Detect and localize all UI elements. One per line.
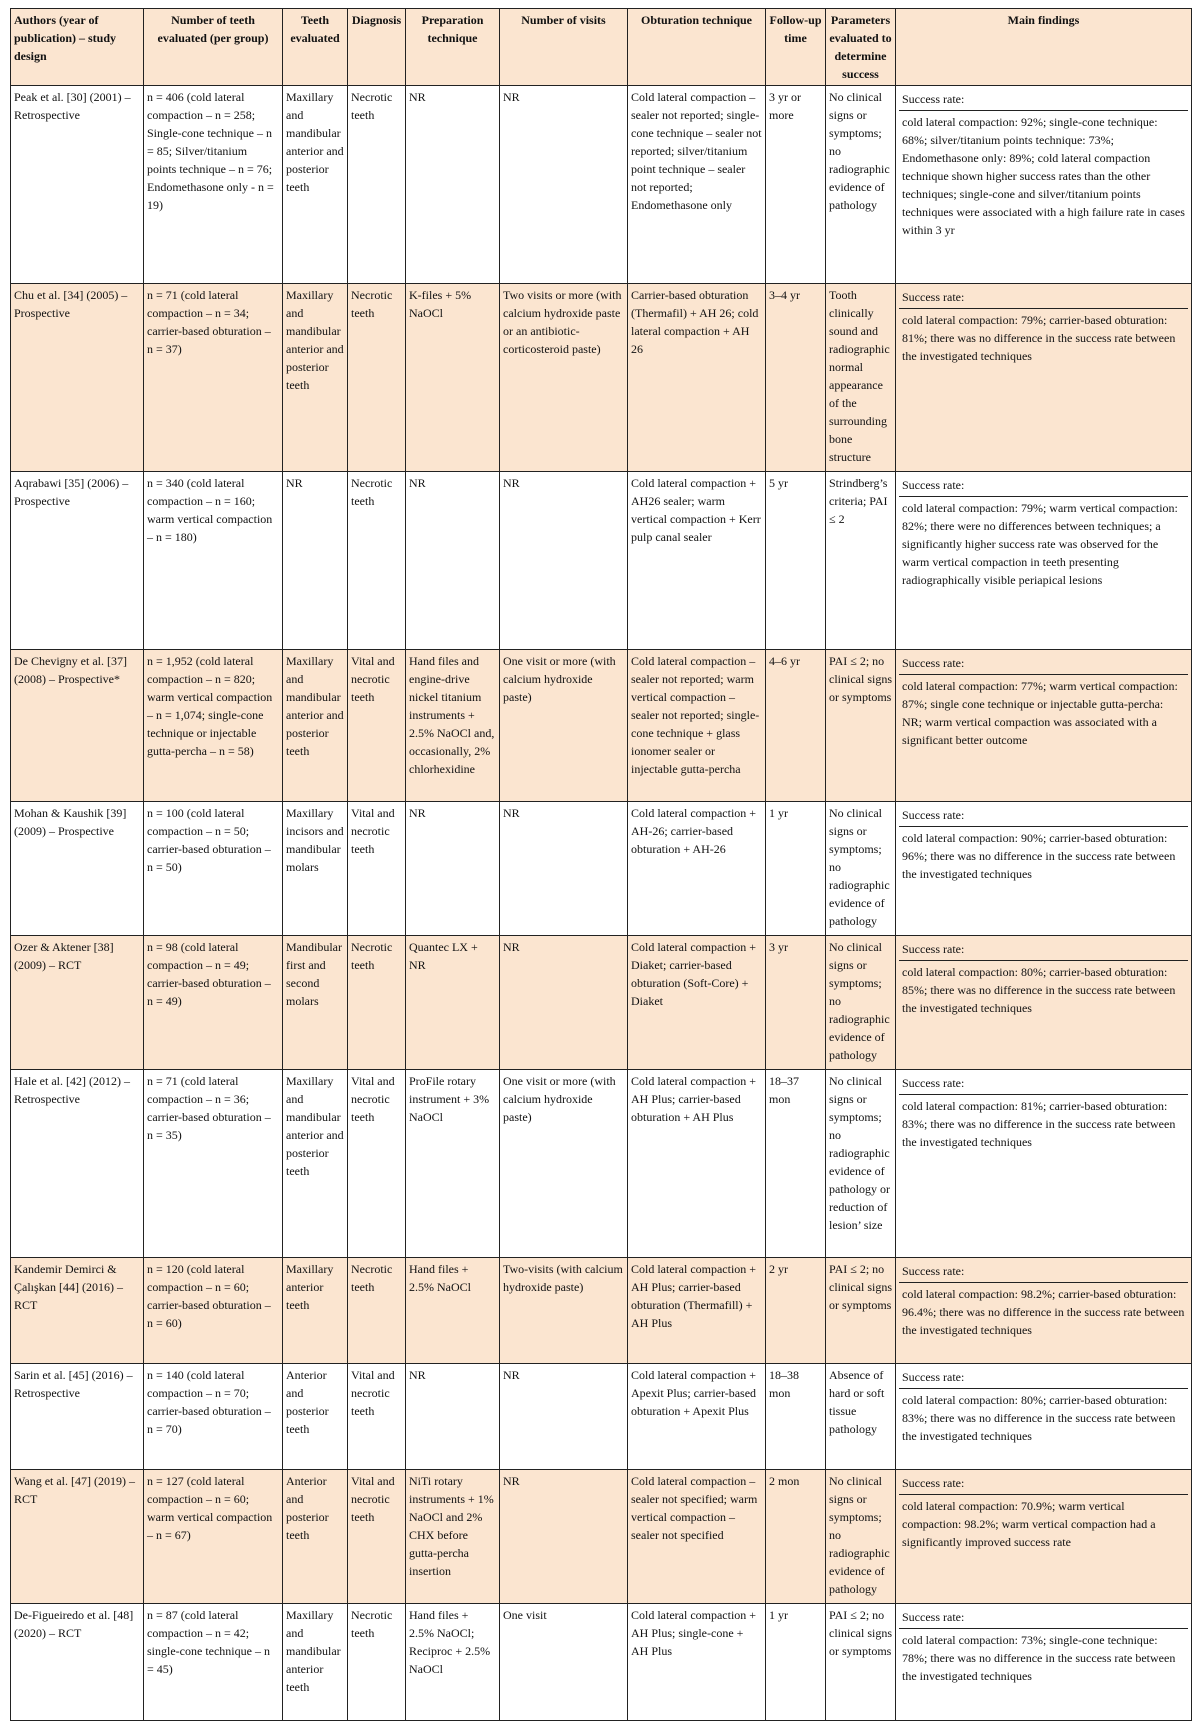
visits-cell: Two visits or more (with calcium hydroxide paste or an antibiotic-corticosteroid paste) [500,284,628,472]
authors-cell: Mohan & Kaushik [39] (2009) – Prospective [11,802,144,936]
findings-cell [896,472,1192,650]
findings-label: Success rate: [899,1606,1188,1629]
findings-cell [896,1070,1192,1258]
visits-cell: One visit or more (with calcium hydroxide paste) [500,1070,628,1258]
diagnosis-cell: Vital and necrotic teeth [348,650,406,802]
authors-cell: De Chevigny et al. [37] (2008) – Prospective* [11,650,144,802]
followup-cell: 4–6 yr [766,650,826,802]
visits-cell: One visit [500,1604,628,1721]
col-header-number-of-teeth: Number of teeth evaluated (per group) [144,9,283,86]
findings-label: Success rate: [899,804,1188,827]
col-header-parameters: Parameters evaluated to determine success [826,9,896,86]
findings-text: cold lateral compaction: 77%; warm vertical compaction: 87%; single cone technique or injectable gutta-percha: NR; warm vertical compaction was associated with a significant better outcome [902,679,1178,747]
findings-text: cold lateral compaction: 70.9%; warm vertical compaction: 98.2%; warm vertical compaction had a significantly improved success rate [902,1499,1156,1549]
followup-cell: 5 yr [766,472,826,650]
obturation-cell: Cold lateral compaction + AH Plus; carrier-based obturation + AH Plus [628,1070,766,1258]
findings-cell [896,1364,1192,1470]
prep-cell: NR [406,1364,500,1470]
followup-cell: 2 mon [766,1470,826,1604]
obturation-cell: Cold lateral compaction – sealer not specified; warm vertical compaction – sealer not specified [628,1470,766,1604]
prep-cell: K-files + 5% NaOCl [406,284,500,472]
params-cell: No clinical signs or symptoms; no radiographic evidence of pathology or reduction of lesion’ size [826,1070,896,1258]
visits-cell: NR [500,1364,628,1470]
followup-cell: 18–37 mon [766,1070,826,1258]
findings-label: Success rate: [899,1472,1188,1495]
table-row [11,472,1192,650]
table-row [11,1070,1192,1258]
n-cell: n = 71 (cold lateral compaction – n = 34; carrier-based obturation – n = 37) [144,284,283,472]
authors-cell: De-Figueiredo et al. [48] (2020) – RCT [11,1604,144,1721]
findings-cell [896,284,1192,472]
authors-cell: Sarin et al. [45] (2016) – Retrospective [11,1364,144,1470]
diagnosis-cell: Vital and necrotic teeth [348,1070,406,1258]
diagnosis-cell: Vital and necrotic teeth [348,1470,406,1604]
teeth-cell: Anterior and posterior teeth [283,1470,348,1604]
visits-cell: NR [500,472,628,650]
visits-cell: NR [500,86,628,284]
findings-cell [896,650,1192,802]
teeth-cell: Maxillary and mandibular anterior and posterior teeth [283,86,348,284]
visits-cell: Two-visits (with calcium hydroxide paste) [500,1258,628,1364]
findings-text: cold lateral compaction: 81%; carrier-based obturation: 83%; there was no difference in the success rate between the investigated techniques [902,1099,1176,1149]
findings-label: Success rate: [899,1072,1188,1095]
visits-cell: One visit or more (with calcium hydroxide paste) [500,650,628,802]
results-table [10,8,1192,1721]
visits-cell: NR [500,936,628,1070]
table-row [11,1364,1192,1470]
obturation-cell: Cold lateral compaction + AH Plus; single-cone + AH Plus [628,1604,766,1721]
authors-cell: Aqrabawi [35] (2006) – Prospective [11,472,144,650]
prep-cell: Hand files + 2.5% NaOCl; Reciproc + 2.5% NaOCl [406,1604,500,1721]
table-body [11,86,1192,1721]
obturation-cell: Cold lateral compaction + AH-26; carrier-based obturation + AH-26 [628,802,766,936]
obturation-cell: Cold lateral compaction + Apexit Plus; carrier-based obturation + Apexit Plus [628,1364,766,1470]
params-cell: Tooth clinically sound and radiographic normal appearance of the surrounding bone structure [826,284,896,472]
diagnosis-cell: Vital and necrotic teeth [348,1364,406,1470]
followup-cell: 3–4 yr [766,284,826,472]
n-cell: n = 100 (cold lateral compaction – n = 50; carrier-based obturation – n = 50) [144,802,283,936]
authors-cell: Wang et al. [47] (2019) – RCT [11,1470,144,1604]
table-row [11,936,1192,1070]
teeth-cell: NR [283,472,348,650]
teeth-cell: Anterior and posterior teeth [283,1364,348,1470]
table-row [11,650,1192,802]
table-row [11,284,1192,472]
followup-cell: 1 yr [766,1604,826,1721]
findings-text: cold lateral compaction: 92%; single-cone technique: 68%; silver/titanium points technique: 73%; Endomethasone only: 89%; cold lateral compaction technique shown higher success rates than the other techniques; single-cone and silver/titanium points techniques were associated with a high failure rate in cases within 3 yr [902,115,1185,237]
col-header-followup: Follow-up time [766,9,826,86]
params-cell: PAI ≤ 2; no clinical signs or symptoms [826,650,896,802]
n-cell: n = 98 (cold lateral compaction – n = 49; carrier-based obturation – n = 49) [144,936,283,1070]
n-cell: n = 406 (cold lateral compaction – n = 258; Single-cone technique – n = 85; Silver/titanium points technique – n = 76; Endomethasone only - n = 19) [144,86,283,284]
findings-text: cold lateral compaction: 90%; carrier-based obturation: 96%; there was no difference in the success rate between the investigated techniques [902,831,1176,881]
followup-cell: 1 yr [766,802,826,936]
prep-cell: NiTi rotary instruments + 1% NaOCl and 2% CHX before gutta-percha insertion [406,1470,500,1604]
prep-cell: Hand files and engine-drive nickel titanium instruments + 2.5% NaOCl and, occasionally, 2% chlorhexidine [406,650,500,802]
col-header-visits: Number of visits [500,9,628,86]
table-row [11,1604,1192,1721]
table-row [11,802,1192,936]
findings-text: cold lateral compaction: 98.2%; carrier-based obturation: 96.4%; there was no difference in the success rate between the investigated techniques [902,1287,1185,1337]
col-header-authors: Authors (year of publication) – study design [11,9,144,86]
diagnosis-cell: Necrotic teeth [348,472,406,650]
followup-cell: 3 yr [766,936,826,1070]
params-cell: No clinical signs or symptoms; no radiographic evidence of pathology [826,86,896,284]
teeth-cell: Maxillary incisors and mandibular molars [283,802,348,936]
findings-label: Success rate: [899,1366,1188,1389]
prep-cell: Quantec LX + NR [406,936,500,1070]
followup-cell: 3 yr or more [766,86,826,284]
n-cell: n = 1,952 (cold lateral compaction – n = 820; warm vertical compaction – n = 1,074; single-cone technique or injectable gutta-percha – n = 58) [144,650,283,802]
params-cell: No clinical signs or symptoms; no radiographic evidence of pathology [826,1470,896,1604]
n-cell: n = 120 (cold lateral compaction – n = 60; carrier-based obturation – n = 60) [144,1258,283,1364]
findings-cell [896,802,1192,936]
n-cell: n = 140 (cold lateral compaction – n = 70; carrier-based obturation – n = 70) [144,1364,283,1470]
obturation-cell: Cold lateral compaction + Diaket; carrier-based obturation (Soft-Core) + Diaket [628,936,766,1070]
authors-cell: Ozer & Aktener [38] (2009) – RCT [11,936,144,1070]
teeth-cell: Maxillary anterior teeth [283,1258,348,1364]
findings-cell [896,1258,1192,1364]
params-cell: No clinical signs or symptoms; no radiographic evidence of pathology [826,802,896,936]
diagnosis-cell: Necrotic teeth [348,1258,406,1364]
teeth-cell: Maxillary and mandibular anterior and posterior teeth [283,1070,348,1258]
params-cell: PAI ≤ 2; no clinical signs or symptoms [826,1604,896,1721]
prep-cell: NR [406,472,500,650]
prep-cell: ProFile rotary instrument + 3% NaOCl [406,1070,500,1258]
params-cell: Absence of hard or soft tissue pathology [826,1364,896,1470]
obturation-cell: Cold lateral compaction + AH Plus; carrier-based obturation (Thermafill) + AH Plus [628,1258,766,1364]
obturation-cell: Cold lateral compaction – sealer not reported; warm vertical compaction – sealer not reported; single-cone technique + glass ionomer sealer or injectable gutta-percha [628,650,766,802]
col-header-preparation: Preparation technique [406,9,500,86]
findings-text: cold lateral compaction: 80%; carrier-based obturation: 83%; there was no difference in the success rate between the investigated techniques [902,1393,1176,1443]
findings-text: cold lateral compaction: 79%; warm vertical compaction: 82%; there were no differences between techniques; a significantly higher success rate was observed for the warm vertical compaction in teeth presenting radiographically visible periapical lesions [902,501,1178,587]
findings-cell [896,936,1192,1070]
diagnosis-cell: Necrotic teeth [348,284,406,472]
prep-cell: NR [406,802,500,936]
findings-text: cold lateral compaction: 79%; carrier-based obturation: 81%; there was no difference in the success rate between the investigated techniques [902,313,1176,363]
n-cell: n = 71 (cold lateral compaction – n = 36; carrier-based obturation – n = 35) [144,1070,283,1258]
table-row [11,86,1192,284]
teeth-cell: Mandibular first and second molars [283,936,348,1070]
findings-label: Success rate: [899,938,1188,961]
table-row [11,1470,1192,1604]
params-cell: PAI ≤ 2; no clinical signs or symptoms [826,1258,896,1364]
findings-cell [896,1470,1192,1604]
authors-cell: Peak et al. [30] (2001) – Retrospective [11,86,144,284]
diagnosis-cell: Vital and necrotic teeth [348,802,406,936]
obturation-cell: Cold lateral compaction + AH26 sealer; warm vertical compaction + Kerr pulp canal sealer [628,472,766,650]
col-header-findings: Main findings [896,9,1192,86]
findings-text: cold lateral compaction: 80%; carrier-based obturation: 85%; there was no difference in the success rate between the investigated techniques [902,965,1176,1015]
diagnosis-cell: Necrotic teeth [348,1604,406,1721]
col-header-diagnosis: Diagnosis [348,9,406,86]
obturation-cell: Carrier-based obturation (Thermafil) + AH 26; cold lateral compaction + AH 26 [628,284,766,472]
prep-cell: NR [406,86,500,284]
n-cell: n = 127 (cold lateral compaction – n = 60; warm vertical compaction – n = 67) [144,1470,283,1604]
findings-cell [896,1604,1192,1721]
findings-text: cold lateral compaction: 73%; single-cone technique: 78%; there was no difference in the success rate between the investigated techniques [902,1633,1176,1683]
visits-cell: NR [500,802,628,936]
params-cell: No clinical signs or symptoms; no radiographic evidence of pathology [826,936,896,1070]
table-row [11,1258,1192,1364]
authors-cell: Kandemir Demirci & Çalışkan [44] (2016) – RCT [11,1258,144,1364]
n-cell: n = 87 (cold lateral compaction – n = 42; single-cone technique – n = 45) [144,1604,283,1721]
findings-label: Success rate: [899,652,1188,675]
diagnosis-cell: Necrotic teeth [348,936,406,1070]
params-cell: Strindberg’s criteria; PAI ≤ 2 [826,472,896,650]
authors-cell: Chu et al. [34] (2005) – Prospective [11,284,144,472]
findings-label: Success rate: [899,1260,1188,1283]
findings-cell [896,86,1192,284]
prep-cell: Hand files + 2.5% NaOCl [406,1258,500,1364]
teeth-cell: Maxillary and mandibular anterior and posterior teeth [283,284,348,472]
obturation-cell: Cold lateral compaction – sealer not reported; single-cone technique – sealer not reported; silver/titanium point technique – sealer not reported; Endomethasone only [628,86,766,284]
col-header-teeth-evaluated: Teeth evaluated [283,9,348,86]
header-row [11,9,1192,86]
teeth-cell: Maxillary and mandibular anterior and posterior teeth [283,650,348,802]
col-header-obturation: Obturation technique [628,9,766,86]
followup-cell: 2 yr [766,1258,826,1364]
n-cell: n = 340 (cold lateral compaction – n = 160; warm vertical compaction – n = 180) [144,472,283,650]
diagnosis-cell: Necrotic teeth [348,86,406,284]
authors-cell: Hale et al. [42] (2012) – Retrospective [11,1070,144,1258]
visits-cell: NR [500,1470,628,1604]
followup-cell: 18–38 mon [766,1364,826,1470]
findings-label: Success rate: [899,286,1188,309]
findings-label: Success rate: [899,474,1188,497]
teeth-cell: Maxillary and mandibular anterior teeth [283,1604,348,1721]
findings-label: Success rate: [899,88,1188,111]
